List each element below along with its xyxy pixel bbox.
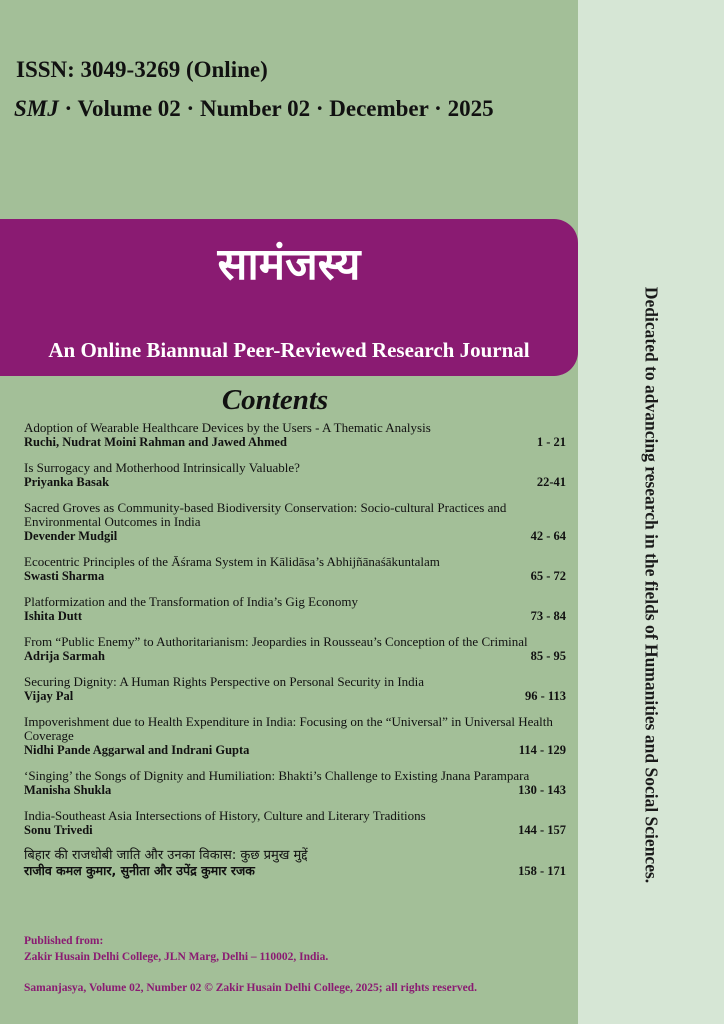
toc-entry <box>24 769 566 798</box>
article-authors: Manisha Shukla <box>24 783 112 797</box>
page-range: 22-41 <box>536 475 566 489</box>
journal-abbr: SMJ <box>14 96 59 121</box>
page-range: 85 - 95 <box>530 649 566 663</box>
page-range: 158 - 171 <box>518 864 566 878</box>
author-row <box>24 475 566 490</box>
volume-line <box>14 96 494 122</box>
page-range: 73 - 84 <box>530 609 566 623</box>
toc-entry <box>24 809 566 838</box>
article-title: Securing Dignity: A Human Rights Perspective on Personal Security in India <box>24 674 425 689</box>
article-authors: Priyanka Basak <box>24 475 110 489</box>
article-title: Impoverishment due to Health Expenditure in India: Focusing on the “Universal” in Universal Health Coverage <box>24 714 553 743</box>
page-range: 96 - 113 <box>525 689 566 703</box>
article-authors: Sonu Trivedi <box>24 823 93 837</box>
journal-title: सामंजस्य <box>217 239 361 290</box>
article-title: From “Public Enemy” to Authoritarianism: Jeopardies in Rousseau’s Conception of the Criminal <box>24 634 528 649</box>
author-row <box>24 863 566 879</box>
article-authors: Ishita Dutt <box>24 609 82 623</box>
table-of-contents <box>24 421 566 890</box>
article-authors: Devender Mudgil <box>24 529 118 543</box>
article-title: Ecocentric Principles of the Āśrama System in Kālidāsa’s Abhijñānaśākuntalam <box>24 554 440 569</box>
publisher-info <box>24 933 328 965</box>
author-row <box>24 689 566 704</box>
author-row <box>24 529 566 544</box>
author-row <box>24 609 566 624</box>
article-title: ‘Singing’ the Songs of Dignity and Humiliation: Bhakti’s Challenge to Existing Jnana Parampara <box>24 768 530 783</box>
contents-heading: Contents <box>221 384 329 416</box>
publisher-label: Published from: <box>24 935 104 947</box>
page-range: 65 - 72 <box>530 569 566 583</box>
article-title: Is Surrogacy and Motherhood Intrinsically Valuable? <box>24 460 300 475</box>
toc-entry <box>24 675 566 704</box>
article-title: बिहार की राजधोबी जाति और उनका विकास: कुछ प्रमुख मुद्दें <box>24 848 308 863</box>
article-authors: Adrija Sarmah <box>24 649 105 663</box>
page-range: 1 - 21 <box>536 435 566 449</box>
toc-entry <box>24 421 566 450</box>
publisher-address: Zakir Husain Delhi College, JLN Marg, Delhi – 110002, India. <box>24 951 329 963</box>
toc-entry <box>24 595 566 624</box>
author-row <box>24 823 566 838</box>
article-title: Sacred Groves as Community-based Biodiversity Conservation: Socio-cultural Practices and Environmental Outcomes in India <box>24 500 507 529</box>
author-row <box>24 743 566 758</box>
author-row <box>24 569 566 584</box>
journal-subtitle: An Online Biannual Peer-Reviewed Research Journal <box>48 338 530 362</box>
article-authors: Swasti Sharma <box>24 569 105 583</box>
author-row <box>24 649 566 664</box>
toc-entry <box>24 501 566 544</box>
toc-entry <box>24 461 566 490</box>
toc-entry <box>24 715 566 758</box>
toc-entry <box>24 555 566 584</box>
toc-entry <box>24 849 566 879</box>
article-authors: Nidhi Pande Aggarwal and Indrani Gupta <box>24 743 250 757</box>
article-authors: Ruchi, Nudrat Moini Rahman and Jawed Ahmed <box>24 435 287 449</box>
page-range: 144 - 157 <box>518 823 566 837</box>
page-range: 42 - 64 <box>530 529 566 543</box>
volume-info: · Volume 02 · Number 02 · December · 2025 <box>58 96 494 121</box>
article-title: Platformization and the Transformation of India’s Gig Economy <box>24 594 358 609</box>
author-row <box>24 435 566 450</box>
toc-entry <box>24 635 566 664</box>
author-row <box>24 783 566 798</box>
copyright-notice: Samanjasya, Volume 02, Number 02 © Zakir Husain Delhi College, 2025; all rights reserved. <box>24 982 477 994</box>
page-range: 130 - 143 <box>518 783 566 797</box>
article-authors: Vijay Pal <box>24 689 74 703</box>
article-title: Adoption of Wearable Healthcare Devices by the Users - A Thematic Analysis <box>24 420 431 435</box>
page-range: 114 - 129 <box>518 743 566 757</box>
article-title: India-Southeast Asia Intersections of History, Culture and Literary Traditions <box>24 808 426 823</box>
side-tagline: Dedicated to advancing research in the fields of Humanities and Social Sciences. <box>641 286 662 884</box>
issn-line: ISSN: 3049-3269 (Online) <box>16 57 268 82</box>
article-authors: राजीव कमल कुमार, सुनीता और उपेंद्र कुमार रजक <box>24 863 255 878</box>
